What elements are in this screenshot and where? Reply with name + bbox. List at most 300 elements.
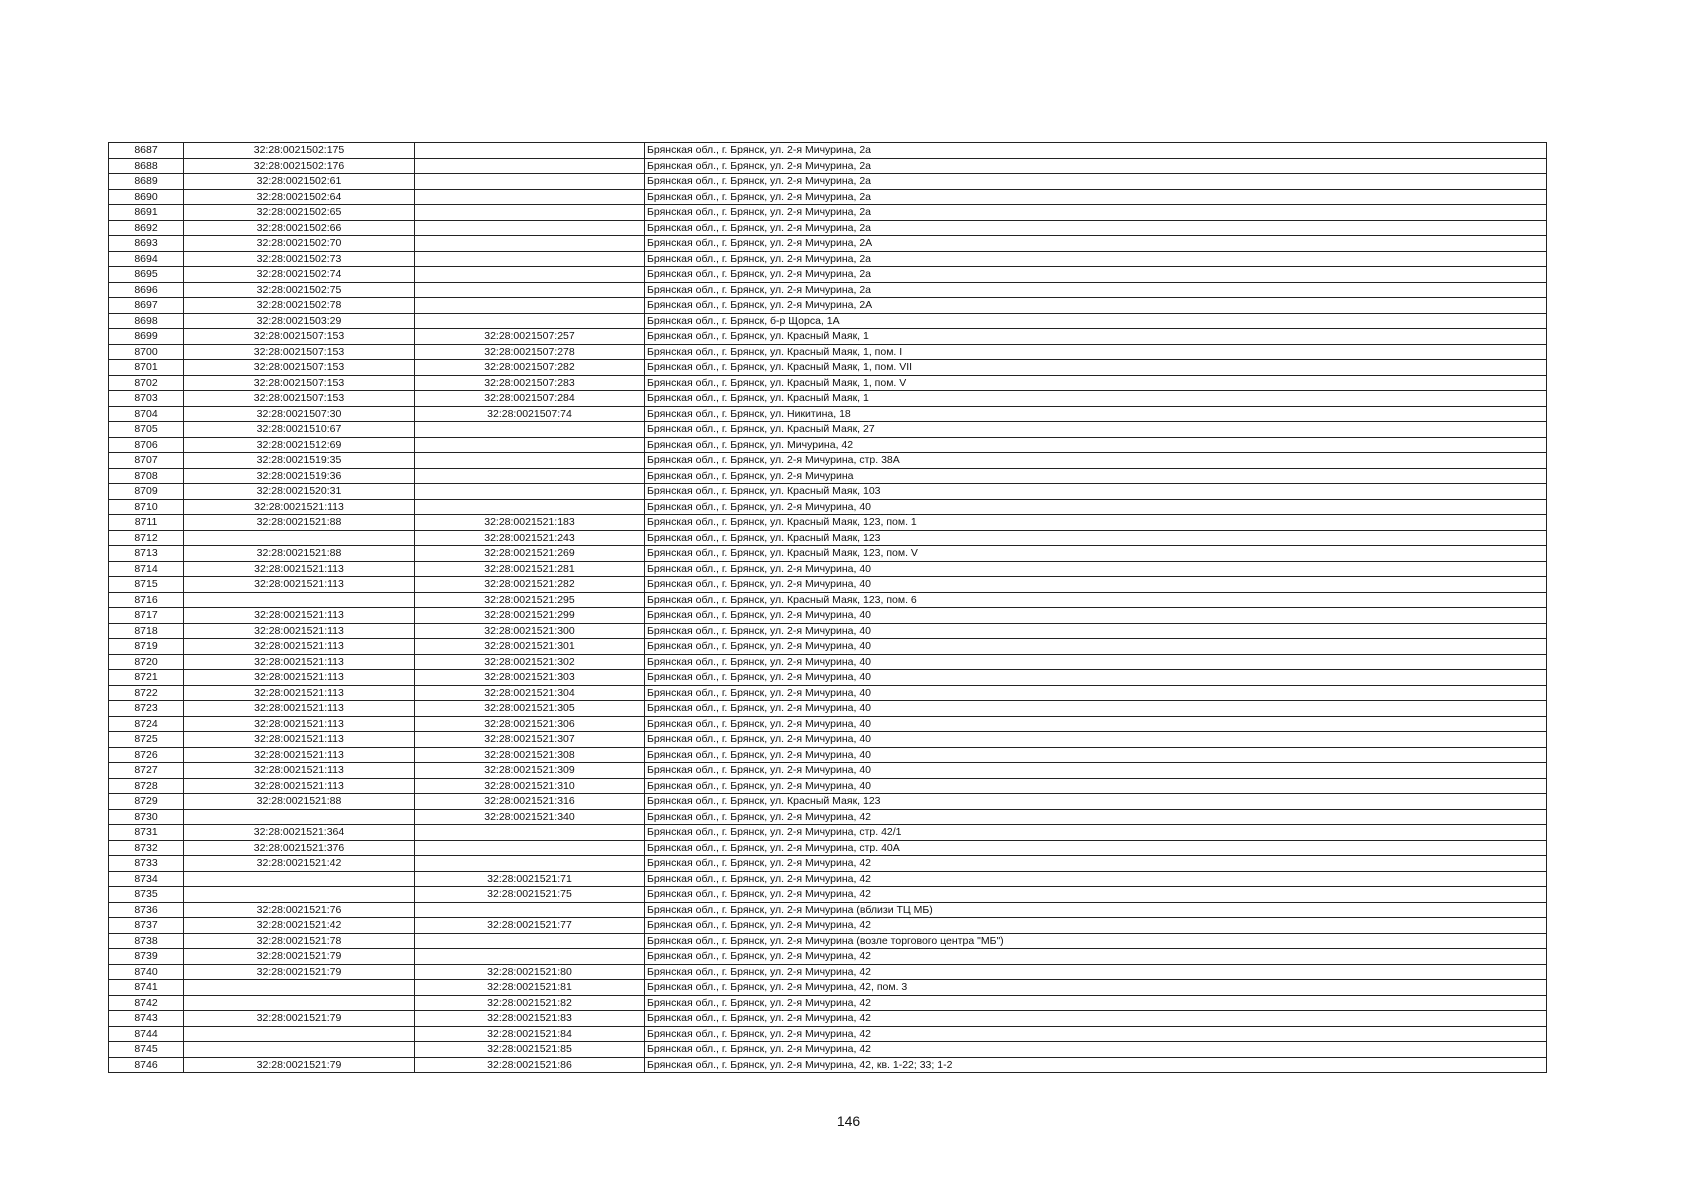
sub-object-number-cell: 32:28:0021521:300 — [415, 623, 645, 639]
row-number-cell: 8699 — [109, 329, 184, 345]
row-number-cell: 8735 — [109, 887, 184, 903]
sub-object-number-cell — [415, 189, 645, 205]
address-cell: Брянская обл., г. Брянск, ул. 2-я Мичурина (вблизи ТЦ МБ) — [645, 902, 1547, 918]
cadastral-number-cell: 32:28:0021521:113 — [184, 654, 415, 670]
sub-object-number-cell: 32:28:0021521:83 — [415, 1011, 645, 1027]
cadastral-number-cell: 32:28:0021520:31 — [184, 484, 415, 500]
sub-object-number-cell: 32:28:0021507:74 — [415, 406, 645, 422]
cadastral-number-cell: 32:28:0021502:78 — [184, 298, 415, 314]
row-number-cell: 8706 — [109, 437, 184, 453]
sub-object-number-cell: 32:28:0021521:85 — [415, 1042, 645, 1058]
cadastral-number-cell: 32:28:0021502:66 — [184, 220, 415, 236]
cadastral-number-cell: 32:28:0021521:113 — [184, 778, 415, 794]
table-row — [109, 592, 1547, 608]
sub-object-number-cell — [415, 949, 645, 965]
cadastral-number-cell: 32:28:0021521:376 — [184, 840, 415, 856]
sub-object-number-cell — [415, 220, 645, 236]
address-cell: Брянская обл., г. Брянск, ул. 2-я Мичурина, 40 — [645, 639, 1547, 655]
cadastral-number-cell — [184, 980, 415, 996]
row-number-cell: 8732 — [109, 840, 184, 856]
cadastral-number-cell: 32:28:0021521:364 — [184, 825, 415, 841]
cadastral-number-cell: 32:28:0021502:74 — [184, 267, 415, 283]
cadastral-number-cell: 32:28:0021521:113 — [184, 670, 415, 686]
address-cell: Брянская обл., г. Брянск, ул. 2-я Мичурина, 40 — [645, 499, 1547, 515]
sub-object-number-cell — [415, 174, 645, 190]
row-number-cell: 8728 — [109, 778, 184, 794]
table-row — [109, 158, 1547, 174]
table-row — [109, 654, 1547, 670]
row-number-cell: 8746 — [109, 1057, 184, 1073]
table-row — [109, 422, 1547, 438]
address-cell: Брянская обл., г. Брянск, ул. Мичурина, 42 — [645, 437, 1547, 453]
table-row — [109, 484, 1547, 500]
row-number-cell: 8710 — [109, 499, 184, 515]
address-cell: Брянская обл., г. Брянск, ул. 2-я Мичурина, 40 — [645, 732, 1547, 748]
address-cell: Брянская обл., г. Брянск, ул. 2-я Мичурина, 2а — [645, 251, 1547, 267]
table-row — [109, 980, 1547, 996]
table-row — [109, 267, 1547, 283]
row-number-cell: 8719 — [109, 639, 184, 655]
table-row — [109, 468, 1547, 484]
cadastral-number-cell: 32:28:0021502:64 — [184, 189, 415, 205]
sub-object-number-cell — [415, 856, 645, 872]
row-number-cell: 8714 — [109, 561, 184, 577]
address-cell: Брянская обл., г. Брянск, ул. 2-я Мичурина, 40 — [645, 623, 1547, 639]
sub-object-number-cell: 32:28:0021521:81 — [415, 980, 645, 996]
table-row — [109, 763, 1547, 779]
address-cell: Брянская обл., г. Брянск, ул. 2-я Мичурина, 2а — [645, 158, 1547, 174]
row-number-cell: 8740 — [109, 964, 184, 980]
cadastral-number-cell: 32:28:0021521:113 — [184, 623, 415, 639]
row-number-cell: 8688 — [109, 158, 184, 174]
address-cell: Брянская обл., г. Брянск, ул. 2-я Мичурина, 42 — [645, 809, 1547, 825]
table-row — [109, 995, 1547, 1011]
row-number-cell: 8698 — [109, 313, 184, 329]
table-row — [109, 794, 1547, 810]
row-number-cell: 8722 — [109, 685, 184, 701]
sub-object-number-cell: 32:28:0021521:304 — [415, 685, 645, 701]
table-row — [109, 189, 1547, 205]
row-number-cell: 8727 — [109, 763, 184, 779]
row-number-cell: 8742 — [109, 995, 184, 1011]
cadastral-number-cell — [184, 1026, 415, 1042]
sub-object-number-cell: 32:28:0021521:310 — [415, 778, 645, 794]
address-cell: Брянская обл., г. Брянск, ул. 2-я Мичурина, 42 — [645, 918, 1547, 934]
cadastral-number-cell: 32:28:0021502:73 — [184, 251, 415, 267]
cadastral-number-cell: 32:28:0021521:113 — [184, 499, 415, 515]
cadastral-number-cell: 32:28:0021502:176 — [184, 158, 415, 174]
row-number-cell: 8724 — [109, 716, 184, 732]
sub-object-number-cell: 32:28:0021521:302 — [415, 654, 645, 670]
table-row — [109, 360, 1547, 376]
sub-object-number-cell — [415, 453, 645, 469]
table-row — [109, 344, 1547, 360]
cadastral-number-cell: 32:28:0021521:79 — [184, 1057, 415, 1073]
cadastral-number-cell: 32:28:0021512:69 — [184, 437, 415, 453]
address-cell: Брянская обл., г. Брянск, ул. 2-я Мичурина, 40 — [645, 701, 1547, 717]
table-row — [109, 716, 1547, 732]
table-row — [109, 205, 1547, 221]
cadastral-number-cell: 32:28:0021521:42 — [184, 918, 415, 934]
table-row — [109, 825, 1547, 841]
table-row — [109, 732, 1547, 748]
cadastral-number-cell: 32:28:0021521:113 — [184, 685, 415, 701]
sub-object-number-cell: 32:28:0021521:299 — [415, 608, 645, 624]
sub-object-number-cell — [415, 313, 645, 329]
cadastral-number-cell: 32:28:0021507:153 — [184, 344, 415, 360]
table-row — [109, 391, 1547, 407]
cadastral-number-cell: 32:28:0021507:153 — [184, 375, 415, 391]
row-number-cell: 8695 — [109, 267, 184, 283]
cadastral-number-cell: 32:28:0021507:30 — [184, 406, 415, 422]
table-row — [109, 499, 1547, 515]
cadastral-number-cell: 32:28:0021519:35 — [184, 453, 415, 469]
address-cell: Брянская обл., г. Брянск, ул. 2-я Мичурина, 2а — [645, 282, 1547, 298]
table-row — [109, 871, 1547, 887]
table-row — [109, 670, 1547, 686]
table-row — [109, 840, 1547, 856]
table-row — [109, 1011, 1547, 1027]
cadastral-number-cell: 32:28:0021502:70 — [184, 236, 415, 252]
row-number-cell: 8704 — [109, 406, 184, 422]
cadastral-number-cell: 32:28:0021521:76 — [184, 902, 415, 918]
sub-object-number-cell: 32:28:0021521:306 — [415, 716, 645, 732]
sub-object-number-cell — [415, 143, 645, 159]
table-row — [109, 856, 1547, 872]
sub-object-number-cell: 32:28:0021521:282 — [415, 577, 645, 593]
sub-object-number-cell: 32:28:0021521:340 — [415, 809, 645, 825]
sub-object-number-cell — [415, 205, 645, 221]
row-number-cell: 8736 — [109, 902, 184, 918]
cadastral-number-cell: 32:28:0021507:153 — [184, 329, 415, 345]
sub-object-number-cell: 32:28:0021507:278 — [415, 344, 645, 360]
sub-object-number-cell — [415, 158, 645, 174]
sub-object-number-cell — [415, 437, 645, 453]
table-row — [109, 298, 1547, 314]
table-row — [109, 933, 1547, 949]
address-cell: Брянская обл., г. Брянск, ул. Красный Маяк, 103 — [645, 484, 1547, 500]
table-row — [109, 809, 1547, 825]
cadastral-number-cell: 32:28:0021503:29 — [184, 313, 415, 329]
sub-object-number-cell — [415, 422, 645, 438]
address-cell: Брянская обл., г. Брянск, ул. 2-я Мичурина — [645, 468, 1547, 484]
table-row — [109, 964, 1547, 980]
address-cell: Брянская обл., г. Брянск, ул. 2-я Мичурина, 2а — [645, 174, 1547, 190]
row-number-cell: 8723 — [109, 701, 184, 717]
row-number-cell: 8703 — [109, 391, 184, 407]
row-number-cell: 8738 — [109, 933, 184, 949]
sub-object-number-cell: 32:28:0021507:284 — [415, 391, 645, 407]
cadastral-number-cell: 32:28:0021502:75 — [184, 282, 415, 298]
address-cell: Брянская обл., г. Брянск, ул. Красный Маяк, 123, пом. 6 — [645, 592, 1547, 608]
address-cell: Брянская обл., г. Брянск, ул. 2-я Мичурина, 2а — [645, 189, 1547, 205]
table-row — [109, 639, 1547, 655]
table-row — [109, 887, 1547, 903]
sub-object-number-cell — [415, 499, 645, 515]
cadastral-number-cell: 32:28:0021502:175 — [184, 143, 415, 159]
table-row — [109, 701, 1547, 717]
table-row — [109, 1057, 1547, 1073]
table-row — [109, 546, 1547, 562]
cadastral-number-cell — [184, 887, 415, 903]
sub-object-number-cell: 32:28:0021521:308 — [415, 747, 645, 763]
row-number-cell: 8713 — [109, 546, 184, 562]
row-number-cell: 8700 — [109, 344, 184, 360]
sub-object-number-cell — [415, 267, 645, 283]
sub-object-number-cell: 32:28:0021521:243 — [415, 530, 645, 546]
address-cell: Брянская обл., г. Брянск, ул. 2-я Мичурина, стр. 42/1 — [645, 825, 1547, 841]
table-row — [109, 453, 1547, 469]
table-row — [109, 902, 1547, 918]
sub-object-number-cell — [415, 825, 645, 841]
address-cell: Брянская обл., г. Брянск, ул. 2-я Мичурина, 40 — [645, 608, 1547, 624]
sub-object-number-cell: 32:28:0021521:307 — [415, 732, 645, 748]
sub-object-number-cell: 32:28:0021521:71 — [415, 871, 645, 887]
address-cell: Брянская обл., г. Брянск, ул. 2-я Мичурина, 42, пом. 3 — [645, 980, 1547, 996]
address-cell: Брянская обл., г. Брянск, ул. 2-я Мичурина, 42 — [645, 871, 1547, 887]
table-row — [109, 623, 1547, 639]
row-number-cell: 8733 — [109, 856, 184, 872]
sub-object-number-cell: 32:28:0021521:305 — [415, 701, 645, 717]
table-row — [109, 251, 1547, 267]
address-cell: Брянская обл., г. Брянск, ул. 2-я Мичурина, 40 — [645, 763, 1547, 779]
address-cell: Брянская обл., г. Брянск, ул. Никитина, 18 — [645, 406, 1547, 422]
row-number-cell: 8729 — [109, 794, 184, 810]
address-cell: Брянская обл., г. Брянск, ул. Красный Маяк, 1, пом. I — [645, 344, 1547, 360]
address-cell: Брянская обл., г. Брянск, ул. 2-я Мичурина, 40 — [645, 577, 1547, 593]
cadastral-number-cell: 32:28:0021507:153 — [184, 391, 415, 407]
table-row — [109, 747, 1547, 763]
table-row — [109, 282, 1547, 298]
sub-object-number-cell: 32:28:0021521:80 — [415, 964, 645, 980]
table-row — [109, 577, 1547, 593]
sub-object-number-cell: 32:28:0021507:283 — [415, 375, 645, 391]
sub-object-number-cell — [415, 282, 645, 298]
cadastral-number-cell — [184, 1042, 415, 1058]
table-row — [109, 236, 1547, 252]
row-number-cell: 8720 — [109, 654, 184, 670]
sub-object-number-cell: 32:28:0021521:303 — [415, 670, 645, 686]
cadastral-number-cell: 32:28:0021521:113 — [184, 763, 415, 779]
table-row — [109, 530, 1547, 546]
row-number-cell: 8745 — [109, 1042, 184, 1058]
row-number-cell: 8715 — [109, 577, 184, 593]
cadastral-number-cell: 32:28:0021521:88 — [184, 515, 415, 531]
row-number-cell: 8708 — [109, 468, 184, 484]
address-cell: Брянская обл., г. Брянск, ул. 2-я Мичурина, 42 — [645, 949, 1547, 965]
registry-body — [109, 143, 1547, 1073]
sub-object-number-cell: 32:28:0021521:316 — [415, 794, 645, 810]
row-number-cell: 8743 — [109, 1011, 184, 1027]
sub-object-number-cell: 32:28:0021521:295 — [415, 592, 645, 608]
address-cell: Брянская обл., г. Брянск, ул. Красный Маяк, 1, пом. VII — [645, 360, 1547, 376]
address-cell: Брянская обл., г. Брянск, ул. 2-я Мичурина, 42 — [645, 1042, 1547, 1058]
address-cell: Брянская обл., г. Брянск, ул. 2-я Мичурина, 40 — [645, 716, 1547, 732]
address-cell: Брянская обл., г. Брянск, ул. Красный Маяк, 1 — [645, 391, 1547, 407]
address-cell: Брянская обл., г. Брянск, ул. 2-я Мичурина, 42 — [645, 995, 1547, 1011]
address-cell: Брянская обл., г. Брянск, ул. 2-я Мичурина, 40 — [645, 747, 1547, 763]
registry-table — [108, 142, 1547, 1073]
cadastral-number-cell — [184, 809, 415, 825]
sub-object-number-cell: 32:28:0021521:77 — [415, 918, 645, 934]
address-cell: Брянская обл., г. Брянск, ул. 2-я Мичурина, стр. 38А — [645, 453, 1547, 469]
row-number-cell: 8744 — [109, 1026, 184, 1042]
row-number-cell: 8707 — [109, 453, 184, 469]
address-cell: Брянская обл., г. Брянск, ул. 2-я Мичурина, 2а — [645, 267, 1547, 283]
address-cell: Брянская обл., г. Брянск, ул. Красный Маяк, 123 — [645, 794, 1547, 810]
sub-object-number-cell — [415, 236, 645, 252]
cadastral-number-cell: 32:28:0021521:88 — [184, 546, 415, 562]
cadastral-number-cell: 32:28:0021521:88 — [184, 794, 415, 810]
sub-object-number-cell: 32:28:0021521:269 — [415, 546, 645, 562]
cadastral-number-cell: 32:28:0021510:67 — [184, 422, 415, 438]
row-number-cell: 8725 — [109, 732, 184, 748]
address-cell: Брянская обл., г. Брянск, ул. Красный Маяк, 1 — [645, 329, 1547, 345]
address-cell: Брянская обл., г. Брянск, ул. 2-я Мичурина, 40 — [645, 654, 1547, 670]
address-cell: Брянская обл., г. Брянск, ул. 2-я Мичурина, 40 — [645, 778, 1547, 794]
address-cell: Брянская обл., г. Брянск, ул. Красный Маяк, 123, пом. V — [645, 546, 1547, 562]
cadastral-number-cell: 32:28:0021521:113 — [184, 561, 415, 577]
cadastral-number-cell: 32:28:0021521:113 — [184, 747, 415, 763]
table-row — [109, 406, 1547, 422]
sub-object-number-cell: 32:28:0021521:281 — [415, 561, 645, 577]
address-cell: Брянская обл., г. Брянск, ул. 2-я Мичурина, 42, кв. 1-22; 33; 1-2 — [645, 1057, 1547, 1073]
row-number-cell: 8693 — [109, 236, 184, 252]
table-row — [109, 1026, 1547, 1042]
address-cell: Брянская обл., г. Брянск, ул. 2-я Мичурина (возле торгового центра "МБ") — [645, 933, 1547, 949]
cadastral-number-cell: 32:28:0021521:42 — [184, 856, 415, 872]
cadastral-number-cell — [184, 592, 415, 608]
cadastral-number-cell: 32:28:0021521:79 — [184, 1011, 415, 1027]
address-cell: Брянская обл., г. Брянск, ул. 2-я Мичурина, 2а — [645, 205, 1547, 221]
address-cell: Брянская обл., г. Брянск, ул. 2-я Мичурина, 2а — [645, 220, 1547, 236]
row-number-cell: 8726 — [109, 747, 184, 763]
sub-object-number-cell — [415, 298, 645, 314]
table-row — [109, 375, 1547, 391]
table-row — [109, 143, 1547, 159]
row-number-cell: 8739 — [109, 949, 184, 965]
row-number-cell: 8690 — [109, 189, 184, 205]
row-number-cell: 8705 — [109, 422, 184, 438]
address-cell: Брянская обл., г. Брянск, ул. Красный Маяк, 27 — [645, 422, 1547, 438]
address-cell: Брянская обл., г. Брянск, б-р Щорса, 1А — [645, 313, 1547, 329]
address-cell: Брянская обл., г. Брянск, ул. 2-я Мичурина, 42 — [645, 1011, 1547, 1027]
row-number-cell: 8689 — [109, 174, 184, 190]
row-number-cell: 8712 — [109, 530, 184, 546]
sub-object-number-cell — [415, 251, 645, 267]
row-number-cell: 8718 — [109, 623, 184, 639]
address-cell: Брянская обл., г. Брянск, ул. 2-я Мичурина, 2А — [645, 236, 1547, 252]
row-number-cell: 8692 — [109, 220, 184, 236]
row-number-cell: 8716 — [109, 592, 184, 608]
row-number-cell: 8701 — [109, 360, 184, 376]
sub-object-number-cell: 32:28:0021507:282 — [415, 360, 645, 376]
sub-object-number-cell — [415, 902, 645, 918]
table-row — [109, 608, 1547, 624]
table-row — [109, 174, 1547, 190]
table-row — [109, 437, 1547, 453]
address-cell: Брянская обл., г. Брянск, ул. Красный Маяк, 123, пом. 1 — [645, 515, 1547, 531]
sub-object-number-cell — [415, 933, 645, 949]
sub-object-number-cell: 32:28:0021521:75 — [415, 887, 645, 903]
row-number-cell: 8697 — [109, 298, 184, 314]
cadastral-number-cell: 32:28:0021507:153 — [184, 360, 415, 376]
sub-object-number-cell: 32:28:0021521:183 — [415, 515, 645, 531]
table-row — [109, 515, 1547, 531]
cadastral-number-cell: 32:28:0021502:65 — [184, 205, 415, 221]
sub-object-number-cell: 32:28:0021521:82 — [415, 995, 645, 1011]
cadastral-number-cell: 32:28:0021521:113 — [184, 732, 415, 748]
address-cell: Брянская обл., г. Брянск, ул. 2-я Мичурина, 42 — [645, 964, 1547, 980]
table-row — [109, 778, 1547, 794]
cadastral-number-cell: 32:28:0021519:36 — [184, 468, 415, 484]
table-row — [109, 561, 1547, 577]
row-number-cell: 8721 — [109, 670, 184, 686]
row-number-cell: 8702 — [109, 375, 184, 391]
table-row — [109, 220, 1547, 236]
cadastral-number-cell: 32:28:0021502:61 — [184, 174, 415, 190]
row-number-cell: 8709 — [109, 484, 184, 500]
address-cell: Брянская обл., г. Брянск, ул. 2-я Мичурина, 2а — [645, 143, 1547, 159]
address-cell: Брянская обл., г. Брянск, ул. 2-я Мичурина, 40 — [645, 685, 1547, 701]
cadastral-number-cell: 32:28:0021521:113 — [184, 701, 415, 717]
row-number-cell: 8730 — [109, 809, 184, 825]
cadastral-number-cell: 32:28:0021521:79 — [184, 964, 415, 980]
cadastral-number-cell — [184, 530, 415, 546]
sub-object-number-cell: 32:28:0021521:309 — [415, 763, 645, 779]
row-number-cell: 8737 — [109, 918, 184, 934]
sub-object-number-cell: 32:28:0021507:257 — [415, 329, 645, 345]
address-cell: Брянская обл., г. Брянск, ул. Красный Маяк, 1, пом. V — [645, 375, 1547, 391]
table-row — [109, 313, 1547, 329]
row-number-cell: 8696 — [109, 282, 184, 298]
address-cell: Брянская обл., г. Брянск, ул. 2-я Мичурина, 42 — [645, 887, 1547, 903]
address-cell: Брянская обл., г. Брянск, ул. 2-я Мичурина, стр. 40А — [645, 840, 1547, 856]
row-number-cell: 8694 — [109, 251, 184, 267]
cadastral-number-cell — [184, 995, 415, 1011]
table-row — [109, 1042, 1547, 1058]
cadastral-number-cell: 32:28:0021521:113 — [184, 577, 415, 593]
cadastral-number-cell: 32:28:0021521:78 — [184, 933, 415, 949]
row-number-cell: 8691 — [109, 205, 184, 221]
table-row — [109, 918, 1547, 934]
sub-object-number-cell: 32:28:0021521:301 — [415, 639, 645, 655]
cadastral-number-cell: 32:28:0021521:113 — [184, 639, 415, 655]
address-cell: Брянская обл., г. Брянск, ул. 2-я Мичурина, 42 — [645, 856, 1547, 872]
table-row — [109, 329, 1547, 345]
address-cell: Брянская обл., г. Брянск, ул. 2-я Мичурина, 42 — [645, 1026, 1547, 1042]
address-cell: Брянская обл., г. Брянск, ул. 2-я Мичурина, 40 — [645, 670, 1547, 686]
sub-object-number-cell: 32:28:0021521:84 — [415, 1026, 645, 1042]
cadastral-number-cell: 32:28:0021521:113 — [184, 716, 415, 732]
row-number-cell: 8711 — [109, 515, 184, 531]
registry-sheet — [108, 142, 1546, 1073]
cadastral-number-cell: 32:28:0021521:79 — [184, 949, 415, 965]
cadastral-number-cell — [184, 871, 415, 887]
cadastral-number-cell: 32:28:0021521:113 — [184, 608, 415, 624]
table-row — [109, 949, 1547, 965]
sub-object-number-cell — [415, 468, 645, 484]
sub-object-number-cell — [415, 484, 645, 500]
row-number-cell: 8717 — [109, 608, 184, 624]
address-cell: Брянская обл., г. Брянск, ул. 2-я Мичурина, 2А — [645, 298, 1547, 314]
row-number-cell: 8741 — [109, 980, 184, 996]
address-cell: Брянская обл., г. Брянск, ул. 2-я Мичурина, 40 — [645, 561, 1547, 577]
address-cell: Брянская обл., г. Брянск, ул. Красный Маяк, 123 — [645, 530, 1547, 546]
page-number: 146 — [836, 1113, 861, 1129]
sub-object-number-cell: 32:28:0021521:86 — [415, 1057, 645, 1073]
row-number-cell: 8734 — [109, 871, 184, 887]
